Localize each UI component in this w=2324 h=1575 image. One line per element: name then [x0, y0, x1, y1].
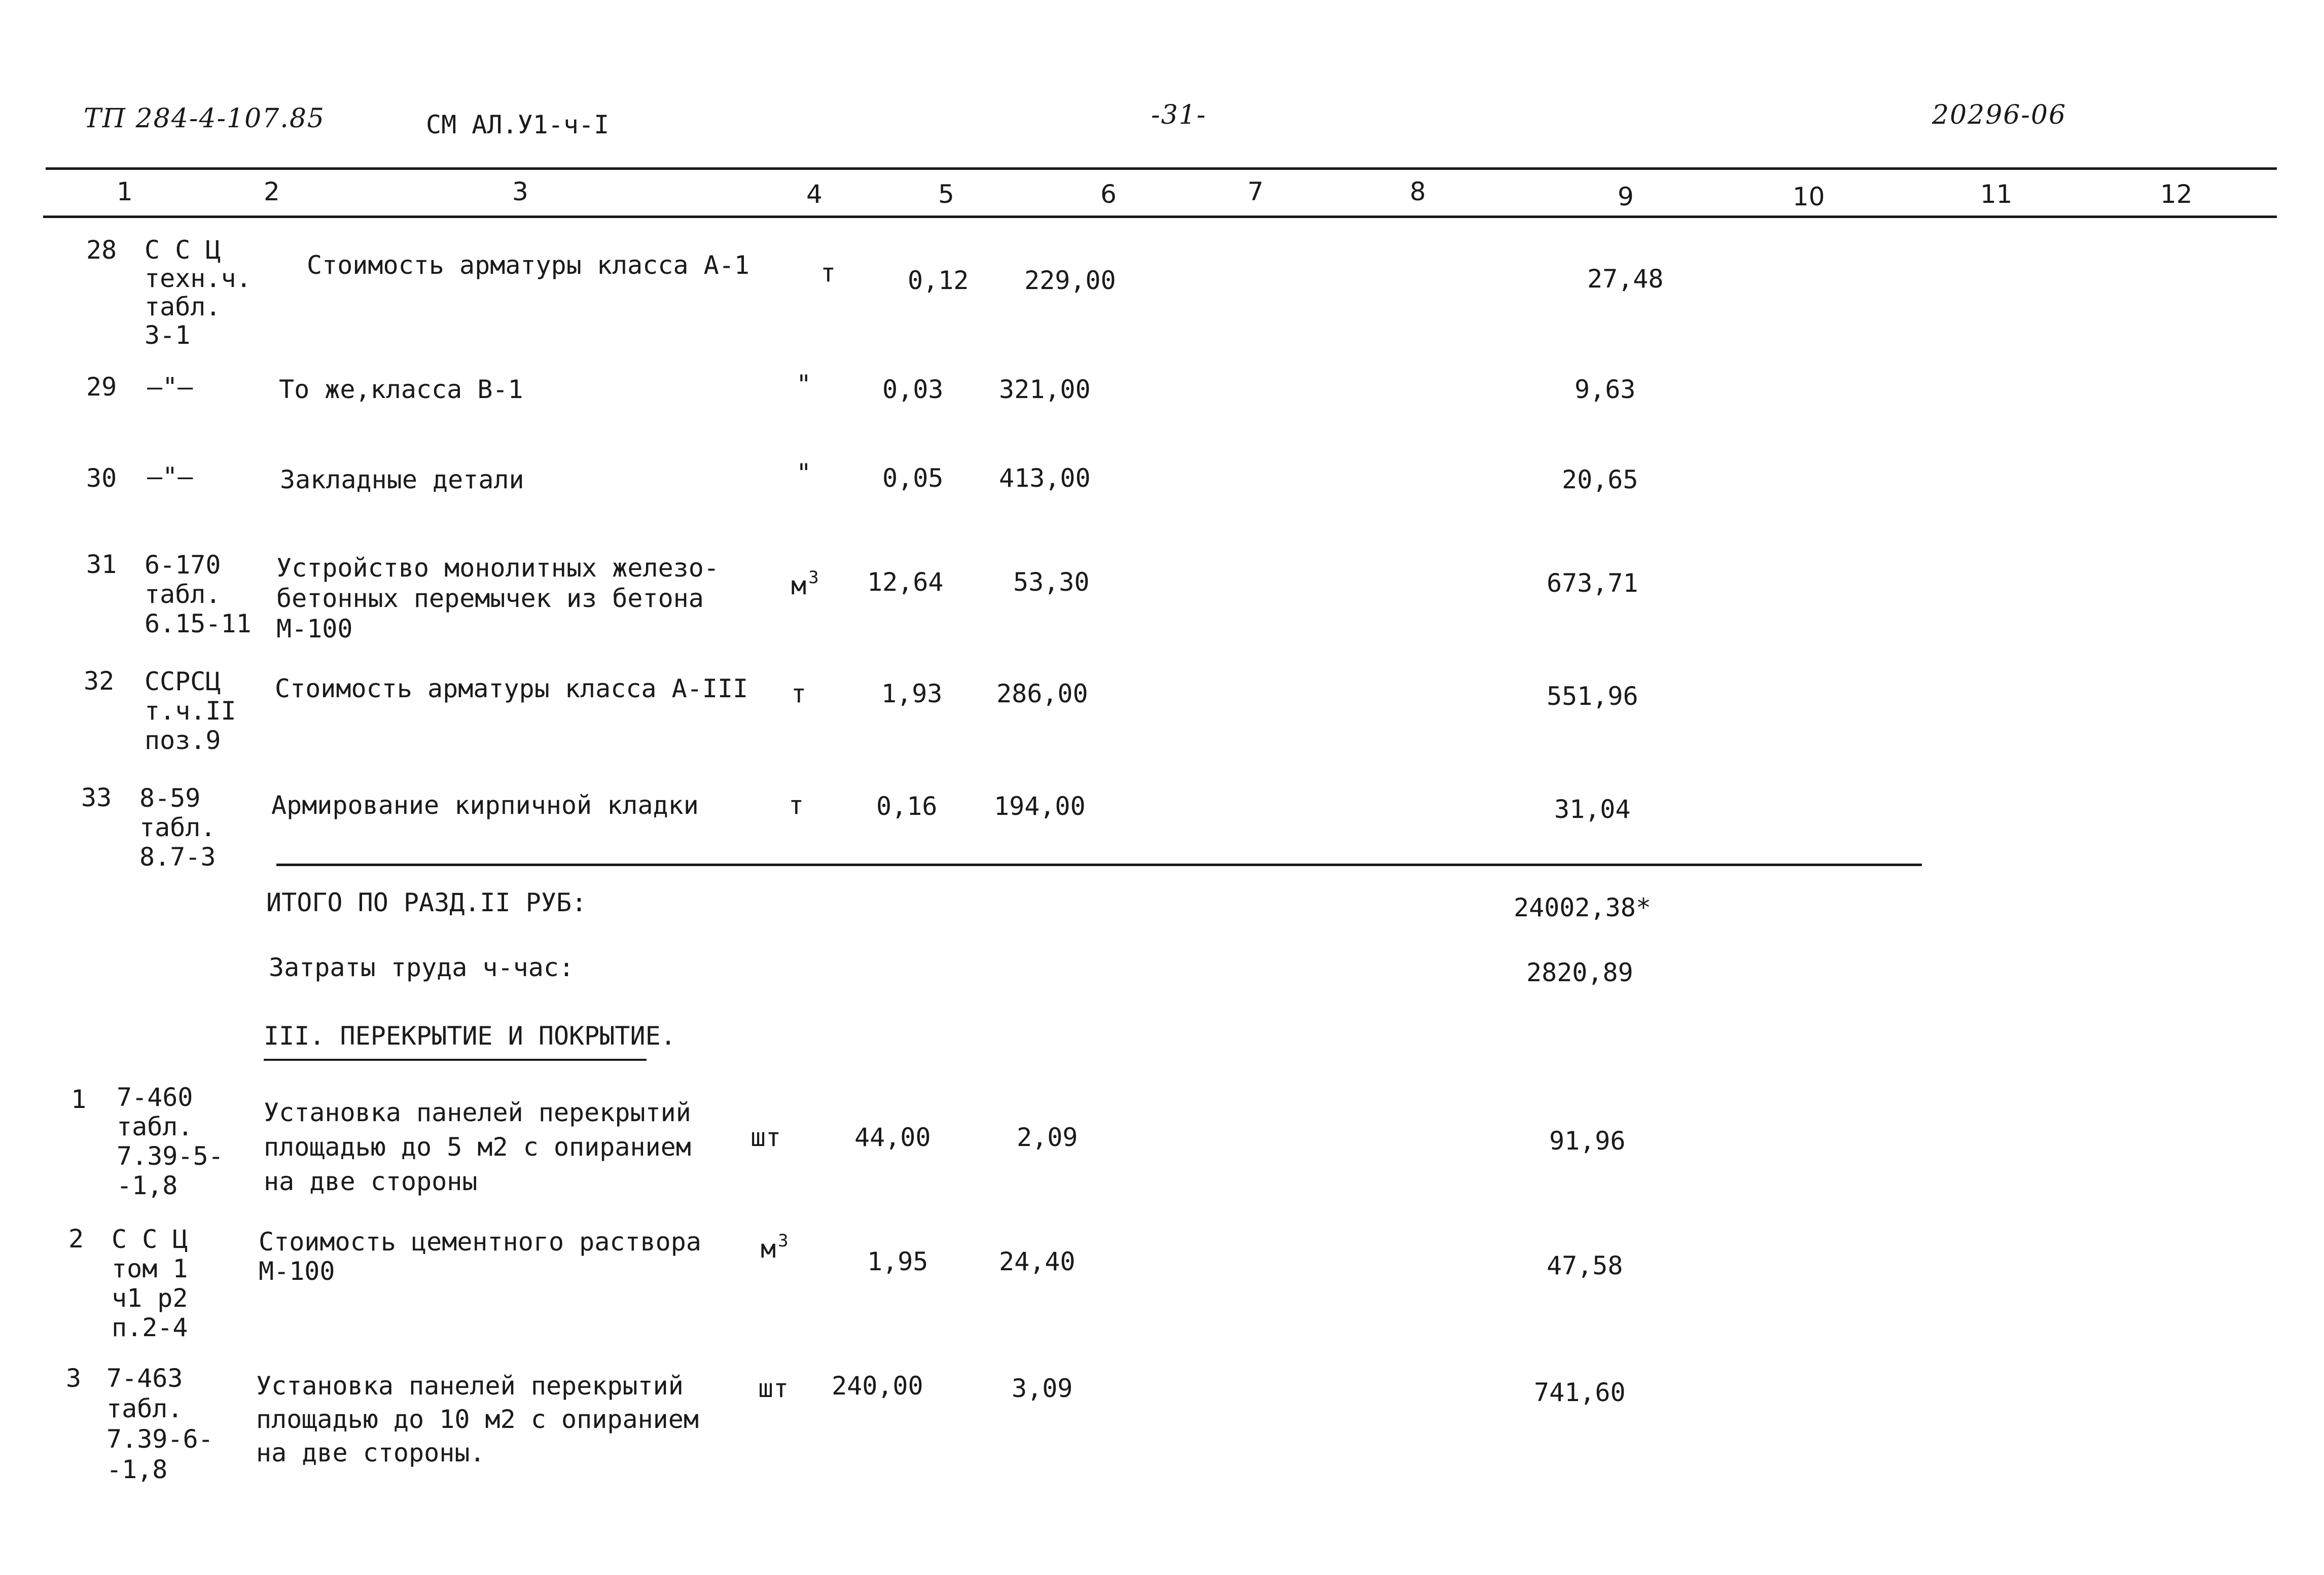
header-top-rule	[46, 167, 2277, 170]
unit: шт	[750, 1123, 781, 1152]
unit-price: 2,09	[1017, 1123, 1078, 1152]
column-number: 2	[264, 177, 280, 206]
work-description: Стоимость арматуры класса А-III	[275, 674, 748, 703]
unit-superscript: 3	[808, 567, 819, 588]
unit: "	[796, 458, 812, 488]
row-number: 28	[86, 235, 117, 265]
unit-price: 286,00	[996, 679, 1088, 708]
work-description: Стоимость арматуры класса А-1	[307, 250, 749, 280]
rate-reference: ССРСЦ т.ч.II поз.9	[145, 667, 236, 755]
unit: шт	[758, 1374, 789, 1403]
column-number: 1	[117, 177, 133, 206]
unit: т	[789, 791, 804, 820]
header-bottom-rule	[43, 216, 2277, 218]
section-total-rule	[276, 864, 1922, 866]
rate-reference: —"—	[147, 462, 193, 491]
row-number: 32	[84, 666, 115, 696]
section-title-underline	[264, 1059, 647, 1061]
labor-cost-value: 2820,89	[1526, 958, 1633, 987]
work-description: Устройство монолитных железо- бетонных перемычек из бетона М-100	[276, 553, 719, 643]
total-cost: 673,71	[1547, 568, 1638, 598]
work-description: Армирование кирпичной кладки	[271, 791, 699, 820]
column-number: 9	[1618, 182, 1634, 211]
total-cost: 91,96	[1549, 1126, 1626, 1156]
row-number: 3	[66, 1364, 82, 1393]
unit-price: 229,00	[1024, 266, 1116, 295]
unit: "	[796, 370, 812, 399]
section-title: III. ПЕРЕКРЫТИЕ И ПОКРЫТИЕ.	[264, 1021, 676, 1051]
quantity: 1,93	[881, 679, 943, 708]
section-total-value: 24002,38*	[1514, 893, 1651, 922]
column-number: 3	[512, 177, 528, 206]
total-cost: 47,58	[1547, 1251, 1623, 1280]
unit: м $^3$	[761, 1231, 789, 1264]
row-number: 29	[86, 372, 117, 402]
unit-price: 24,40	[999, 1247, 1076, 1276]
page-number: -31-	[1151, 100, 1207, 130]
column-number: 6	[1100, 180, 1117, 209]
column-number: 11	[1980, 180, 2013, 209]
column-number: 10	[1793, 182, 1825, 211]
rate-reference: 6-170 табл. 6.15-11	[145, 550, 252, 638]
row-number: 1	[71, 1085, 87, 1114]
work-description: Закладные детали	[280, 465, 524, 494]
row-number: 33	[81, 783, 112, 812]
unit-price: 194,00	[994, 792, 1086, 821]
rate-reference: С С Ц том 1 ч1 р2 п.2-4	[112, 1225, 188, 1342]
quantity: 0,16	[876, 792, 938, 821]
quantity: 0,03	[882, 375, 944, 404]
quantity: 44,00	[854, 1123, 931, 1152]
total-cost: 31,04	[1554, 795, 1631, 824]
unit: м $^3$	[791, 567, 819, 600]
row-number: 31	[86, 550, 117, 579]
work-description: Стоимость цементного раствора М-100	[259, 1227, 701, 1286]
unit-price: 321,00	[999, 375, 1091, 404]
section-total-label: ИТОГО ПО РАЗД.II РУБ:	[266, 888, 587, 917]
quantity: 240,00	[832, 1371, 923, 1401]
row-number: 2	[68, 1224, 84, 1254]
column-number: 8	[1410, 177, 1426, 206]
quantity: 12,64	[867, 567, 944, 597]
unit-price: 3,09	[1012, 1374, 1073, 1403]
column-number: 4	[806, 180, 823, 209]
unit-price: 413,00	[999, 463, 1091, 493]
rate-reference: —"—	[147, 372, 193, 402]
column-number: 7	[1247, 177, 1264, 206]
unit: т	[791, 679, 807, 708]
unit-superscript: 3	[778, 1231, 789, 1251]
album-code: СМ АЛ.У1-ч-I	[426, 110, 610, 139]
rate-reference: 7-463 табл. 7.39-6- -1,8	[106, 1364, 213, 1484]
quantity: 0,05	[882, 463, 944, 493]
work-description: Установка панелей перекрытий площадью до 10 м2 с опиранием на две стороны.	[256, 1371, 699, 1467]
column-number: 12	[2160, 180, 2193, 209]
column-number: 5	[938, 180, 954, 209]
unit: т	[820, 258, 836, 288]
labor-cost-label: Затраты труда ч-час:	[269, 953, 575, 982]
rate-reference: 7-460 табл. 7.39-5- -1,8	[117, 1083, 224, 1200]
work-description: То же,класса В-1	[279, 375, 523, 404]
work-description: Установка панелей перекрытий площадью до 5 м2 с опиранием на две стороны	[264, 1098, 691, 1196]
row-number: 30	[86, 463, 117, 493]
quantity: 0,12	[908, 266, 969, 295]
quantity: 1,95	[867, 1247, 928, 1276]
document-number: 20296-06	[1932, 100, 2067, 130]
total-cost: 27,48	[1587, 264, 1664, 294]
unit-price: 53,30	[1013, 567, 1090, 597]
project-code: ТП 284-4-107.85	[84, 103, 325, 134]
total-cost: 551,96	[1547, 682, 1638, 711]
total-cost: 20,65	[1562, 465, 1638, 494]
rate-reference: С С Ц техн.ч. табл. 3-1	[145, 235, 252, 350]
total-cost: 9,63	[1575, 375, 1636, 404]
total-cost: 741,60	[1534, 1378, 1626, 1407]
rate-reference: 8-59 табл. 8.7-3	[139, 783, 216, 872]
